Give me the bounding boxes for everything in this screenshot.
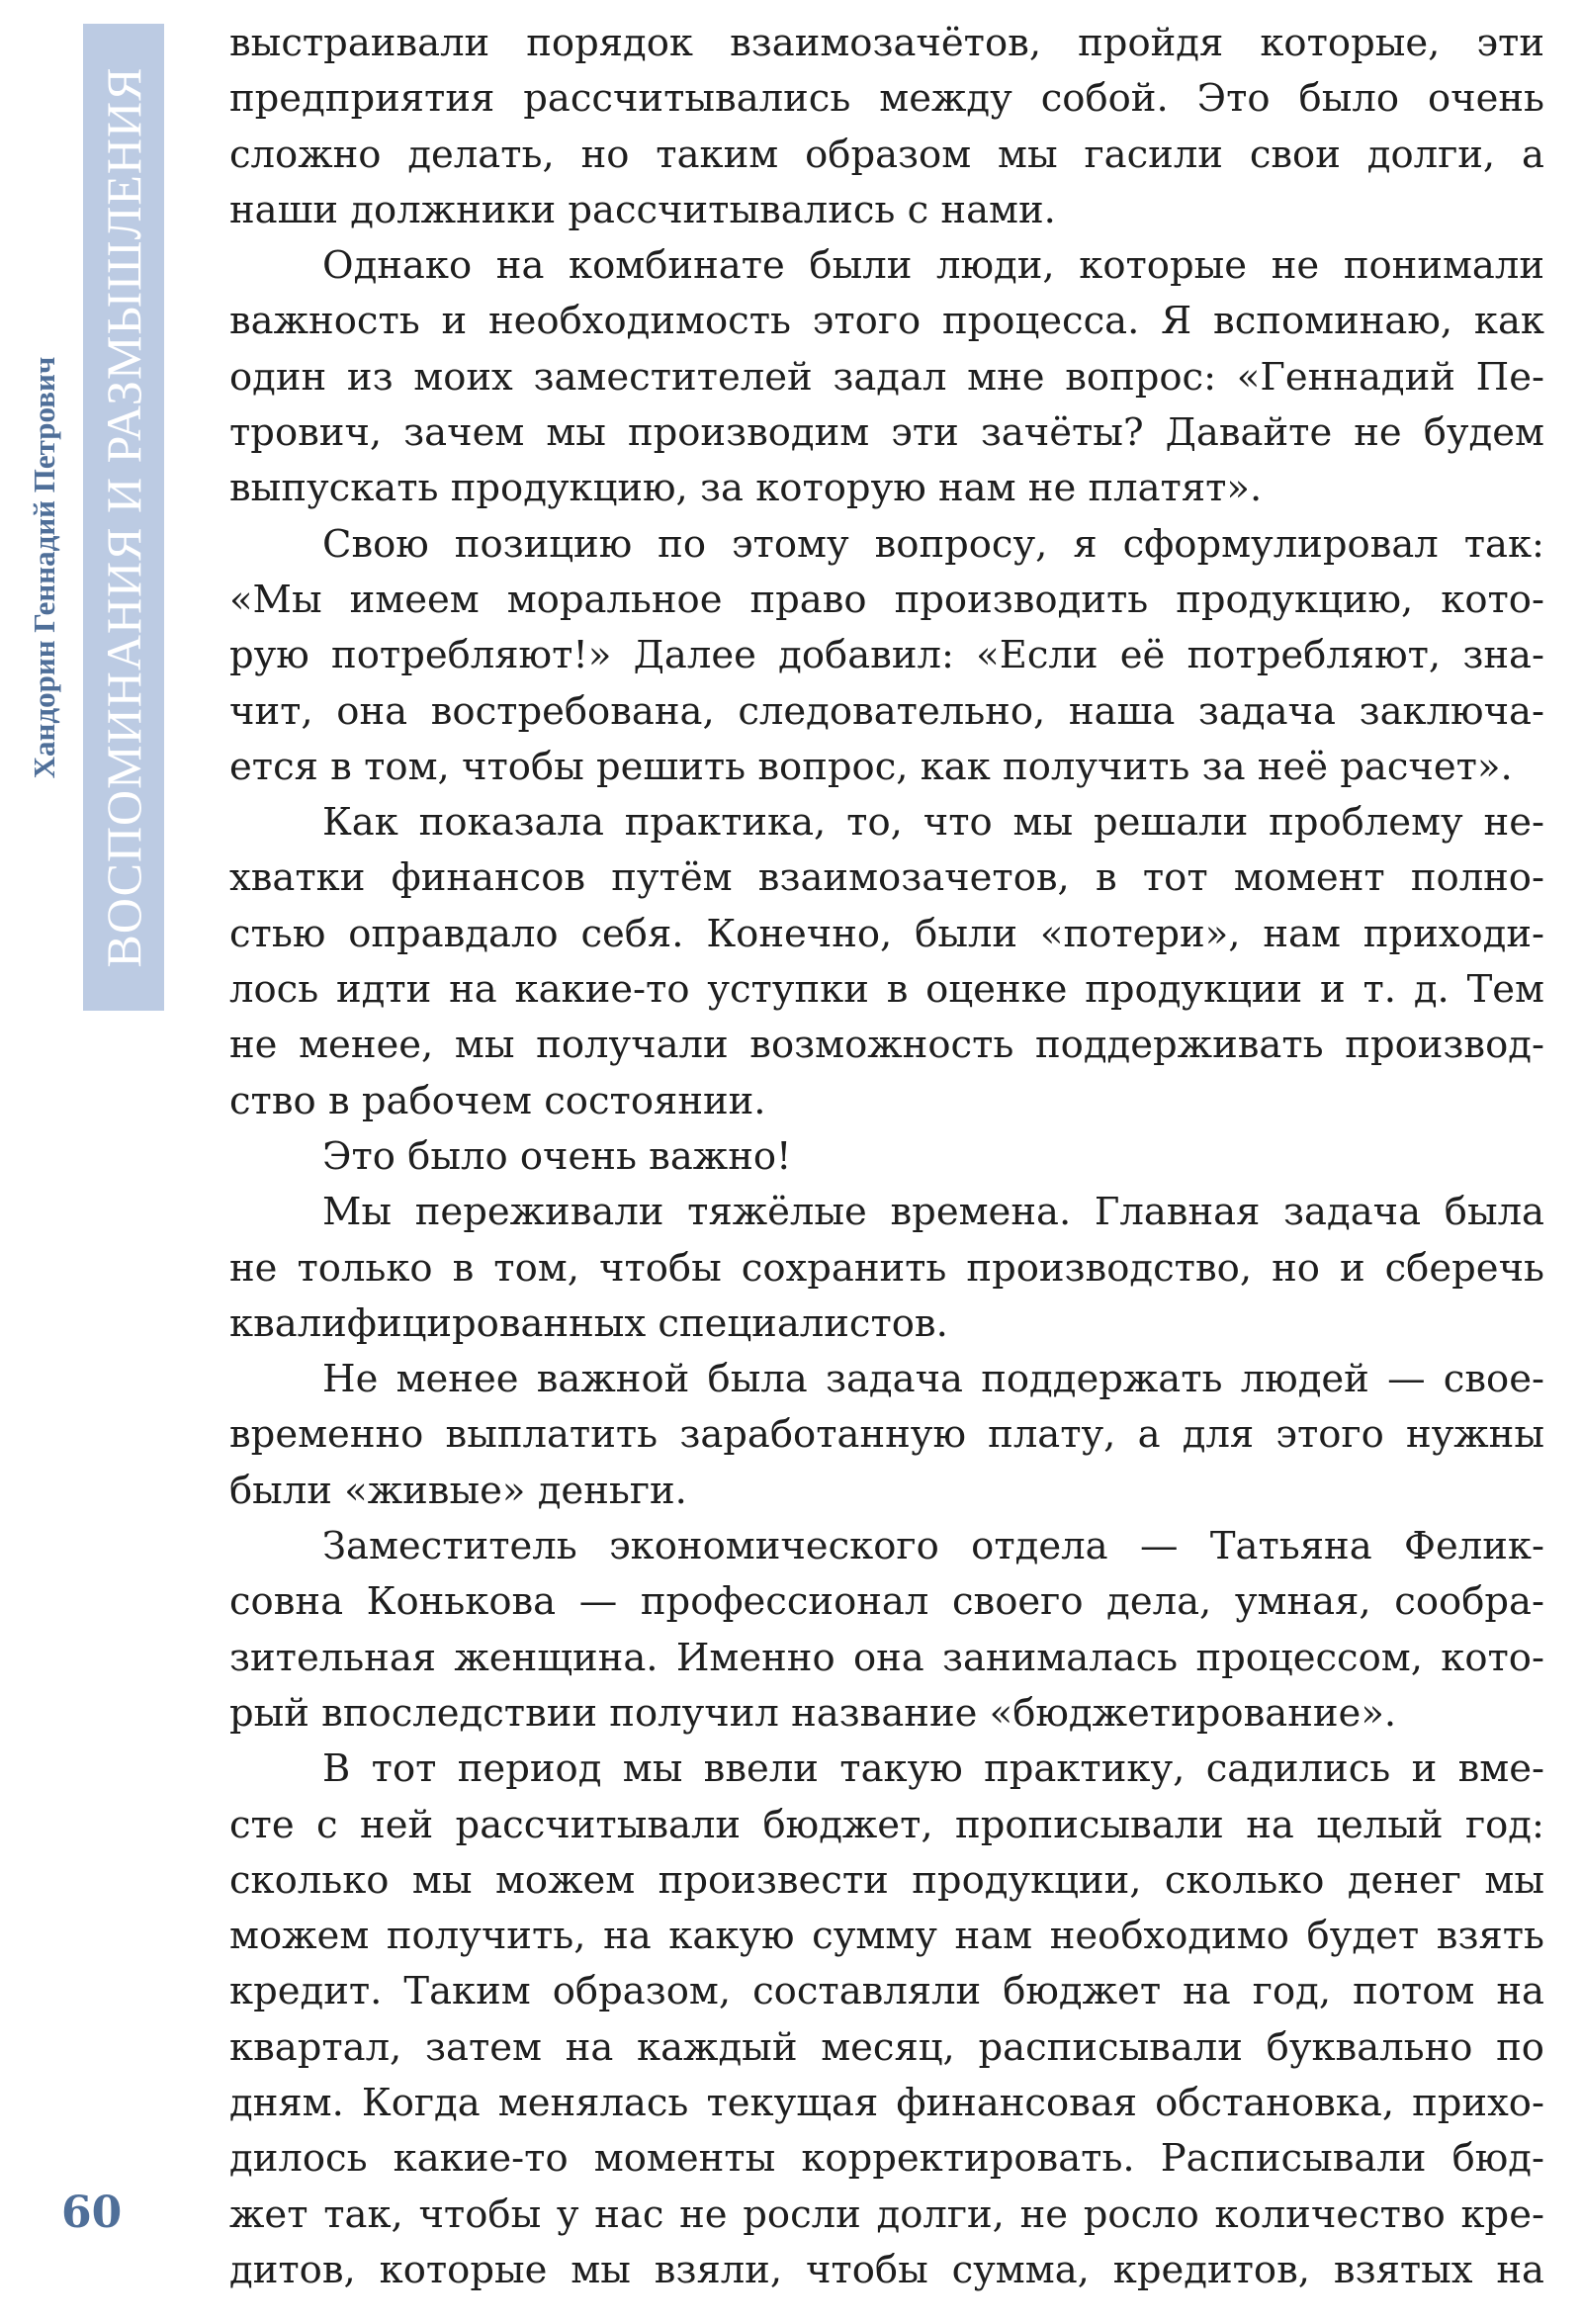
section-title: ВОСПОМИНАНИЯ И РАЗМЫШЛЕНИЯ bbox=[96, 66, 151, 968]
text-line: ется в том, чтобы решить вопрос, как получить за неё расчет». bbox=[229, 744, 1513, 789]
text-line: дитов, которые мы взяли, чтобы сумма, кредитов, взятых на bbox=[229, 2247, 1544, 2292]
text-line: рый впоследствии получил название «бюджетирование». bbox=[229, 1690, 1397, 1736]
text-line: ство в рабочем состоянии. bbox=[229, 1078, 766, 1123]
text-line: чит, она востребована, следовательно, наша задача заключа- bbox=[229, 688, 1544, 734]
text-line: выстраивали порядок взаимозачётов, пройдя которые, эти bbox=[229, 21, 1544, 65]
page-number: 60 bbox=[61, 2188, 123, 2238]
text-line: временно выплатить заработанную плату, а для этого нужны bbox=[229, 1412, 1544, 1458]
text-line: лось идти на какие-то уступки в оценке продукции и т. д. Тем bbox=[229, 967, 1544, 1013]
text-line: квартал, затем на каждый месяц, расписывали буквально по bbox=[229, 2024, 1544, 2070]
text-line: один из моих заместителей задал мне вопрос: «Геннадий Пе- bbox=[229, 354, 1544, 400]
body-text bbox=[229, 16, 1544, 2298]
text-line: сколько мы можем произвести продукции, сколько денег мы bbox=[229, 1857, 1544, 1903]
text-line: «Мы имеем моральное право производить продукцию, кото- bbox=[229, 577, 1544, 622]
author-name: Хандорин Геннадий Петрович bbox=[27, 356, 61, 779]
text-line: Как показала практика, то, что мы решали проблему не- bbox=[322, 800, 1544, 846]
text-line: не менее, мы получали возможность поддерживать производ- bbox=[229, 1023, 1544, 1068]
text-line: сложно делать, но таким образом мы гасили свои долги, а bbox=[229, 132, 1544, 177]
text-line: сте с ней рассчитывали бюджет, прописывали на целый год: bbox=[229, 1802, 1544, 1847]
text-line: Не менее важной была задача поддержать людей — свое- bbox=[322, 1357, 1544, 1402]
text-line: Это было очень важно! bbox=[322, 1133, 792, 1179]
text-line: дилось какие-то моменты корректировать. Расписывали бюд- bbox=[229, 2136, 1544, 2182]
text-line: стью оправдало себя. Конечно, были «потери», нам приходи- bbox=[229, 911, 1544, 956]
text-line: кредит. Таким образом, составляли бюджет на год, потом на bbox=[229, 1969, 1544, 2014]
text-line: предприятия рассчитывались между собой. Это было очень bbox=[229, 76, 1544, 122]
page-margin-header bbox=[0, 0, 178, 2324]
text-line: жет так, чтобы у нас не росли долги, не росло количество кре- bbox=[229, 2191, 1544, 2237]
text-line: можем получить, на какую сумму нам необходимо будет взять bbox=[229, 1914, 1544, 1959]
text-line: зительная женщина. Именно она занималась процессом, кото- bbox=[229, 1635, 1544, 1680]
text-line: совна Конькова — профессионал своего дела, умная, сообра- bbox=[229, 1579, 1544, 1625]
text-line: квалифицированных специалистов. bbox=[229, 1300, 948, 1346]
text-line: рую потребляют!» Далее добавил: «Если её потребляют, зна- bbox=[229, 633, 1544, 678]
text-line: Свою позицию по этому вопросу, я сформулировал так: bbox=[322, 521, 1544, 567]
text-line: трович, зачем мы производим эти зачёты? Давайте не будем bbox=[229, 410, 1544, 456]
text-line: наши должники рассчитывались с нами. bbox=[229, 187, 1056, 232]
text-line: Мы переживали тяжёлые времена. Главная задача была bbox=[322, 1190, 1544, 1235]
text-line: важность и необходимость этого процесса. Я вспоминаю, как bbox=[229, 299, 1544, 344]
text-line: хватки финансов путём взаимозачетов, в тот момент полно- bbox=[229, 855, 1544, 901]
text-line: Однако на комбинате были люди, которые не понимали bbox=[322, 243, 1544, 289]
text-line: были «живые» деньги. bbox=[229, 1468, 687, 1513]
text-line: Заместитель экономического отдела — Татьяна Фелик- bbox=[322, 1524, 1544, 1569]
text-line: В тот период мы ввели такую практику, садились и вме- bbox=[322, 1746, 1544, 1792]
text-line: выпускать продукцию, за которую нам не платят». bbox=[229, 466, 1263, 511]
text-line: не только в том, чтобы сохранить производство, но и сберечь bbox=[229, 1245, 1544, 1291]
text-line: дням. Когда менялась текущая финансовая обстановка, прихо- bbox=[229, 2080, 1544, 2125]
